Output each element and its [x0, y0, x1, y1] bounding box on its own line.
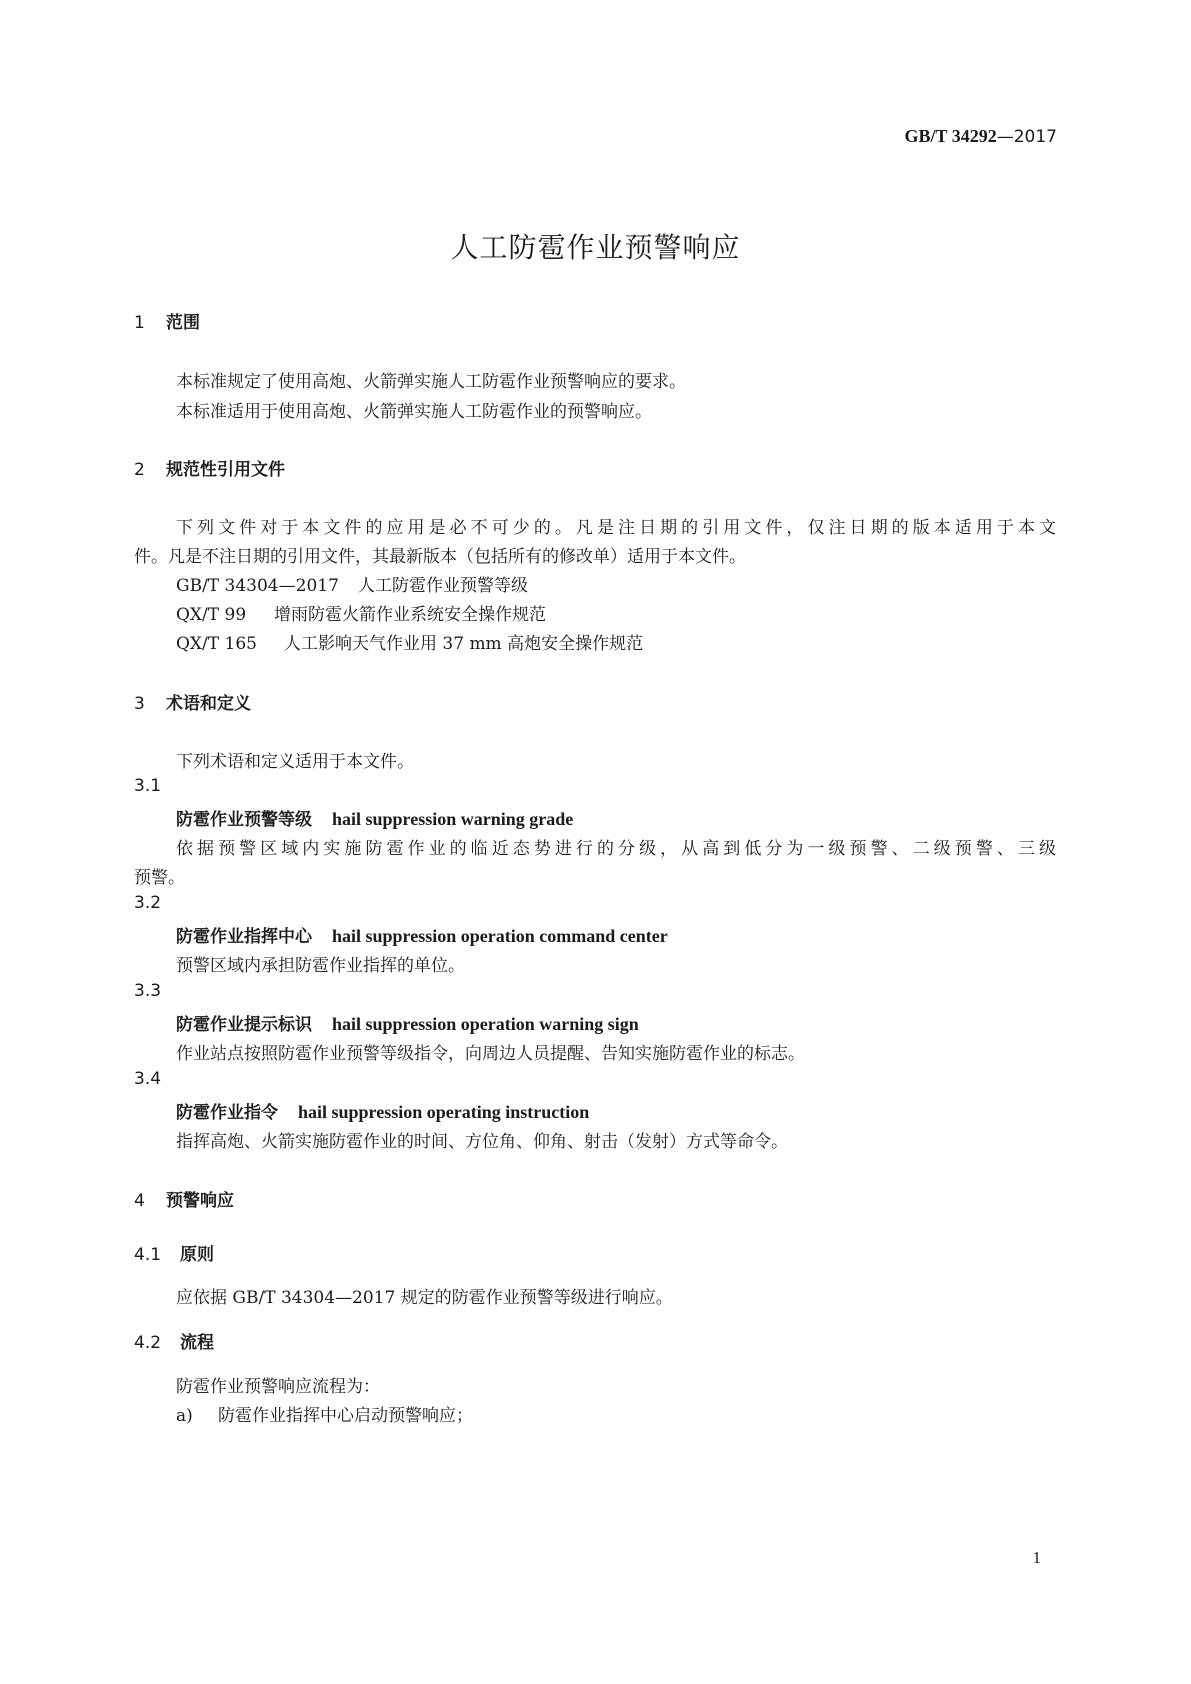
section-4-1-heading	[134, 1240, 214, 1265]
section-number: 3	[134, 694, 145, 714]
section-title: 预警响应	[166, 1191, 234, 1211]
term-name-en: hail suppression warning grade	[332, 809, 574, 829]
section-1-heading	[134, 308, 200, 333]
principle-text: 应依据 GB/T 34304—2017 规定的防雹作业预警等级进行响应。	[176, 1288, 673, 1308]
term-name-zh: 防雹作业提示标识	[176, 1015, 312, 1035]
section-title: 术语和定义	[166, 694, 251, 714]
reference-code: QX/T 99	[176, 605, 247, 625]
section-title: 原则	[180, 1245, 214, 1265]
term-heading	[176, 805, 573, 830]
term-heading	[176, 1010, 639, 1035]
reference-title: 人工影响天气作业用 37 mm 高炮安全操作规范	[284, 634, 644, 654]
section-title: 流程	[180, 1333, 214, 1353]
section-number: 2	[134, 460, 145, 480]
section-number: 4.1	[134, 1245, 162, 1265]
term-definition: 指挥高炮、火箭实施防雹作业的时间、方位角、仰角、射击（发射）方式等命令。	[176, 1132, 788, 1152]
term-number: 3.1	[134, 776, 162, 796]
normative-intro-line-2: 件。凡是不注日期的引用文件，其最新版本（包括所有的修改单）适用于本文件。	[134, 547, 746, 567]
scope-paragraph-2: 本标准适用于使用高炮、火箭弹实施人工防雹作业的预警响应。	[176, 402, 652, 422]
term-definition: 预警区域内承担防雹作业指挥的单位。	[176, 956, 465, 976]
list-item	[176, 1401, 473, 1426]
term-name-zh: 防雹作业指挥中心	[176, 927, 312, 947]
term-definition: 作业站点按照防雹作业预警等级指令，向周边人员提醒、告知实施防雹作业的标志。	[176, 1044, 805, 1064]
page-number: 1	[1032, 1548, 1041, 1567]
term-heading	[176, 1098, 589, 1123]
terms-intro: 下列术语和定义适用于本文件。	[176, 752, 414, 772]
scope-paragraph-1: 本标准规定了使用高炮、火箭弹实施人工防雹作业预警响应的要求。	[176, 372, 686, 392]
section-4-2-heading	[134, 1328, 214, 1353]
reference-item	[176, 571, 528, 596]
reference-item	[176, 600, 546, 625]
reference-code: GB/T 34304—2017	[176, 576, 339, 596]
term-number: 3.2	[134, 893, 162, 913]
section-number: 4	[134, 1191, 145, 1211]
process-intro: 防雹作业预警响应流程为：	[176, 1377, 380, 1397]
term-name-zh: 防雹作业预警等级	[176, 810, 312, 830]
term-number: 3.4	[134, 1069, 162, 1089]
term-name-en: hail suppression operating instruction	[298, 1102, 590, 1122]
term-definition-line-2: 预警。	[134, 868, 185, 888]
reference-title: 增雨防雹火箭作业系统安全操作规范	[274, 605, 546, 625]
term-name-en: hail suppression operation warning sign	[332, 1014, 639, 1034]
section-3-heading	[134, 689, 251, 714]
section-title: 范围	[166, 313, 200, 333]
term-name-en: hail suppression operation command center	[332, 926, 668, 946]
page-title: 人工防雹作业预警响应	[450, 231, 741, 264]
reference-title: 人工防雹作业预警等级	[358, 576, 528, 596]
section-number: 1	[134, 313, 145, 333]
term-name-zh: 防雹作业指令	[176, 1103, 278, 1123]
list-item-label: a)	[176, 1406, 193, 1426]
term-definition-line-1: 依据预警区域内实施防雹作业的临近态势进行的分级，从高到低分为一级预警、二级预警、三级	[176, 839, 1056, 859]
section-number: 4.2	[134, 1333, 162, 1353]
term-number: 3.3	[134, 981, 162, 1001]
reference-item	[176, 629, 643, 654]
normative-intro-line-1: 下列文件对于本文件的应用是必不可少的。凡是注日期的引用文件，仅注日期的版本适用于本文	[176, 518, 1056, 538]
list-item-text: 防雹作业指挥中心启动预警响应；	[218, 1406, 473, 1426]
section-4-heading	[134, 1186, 234, 1211]
section-2-heading	[134, 455, 285, 480]
term-heading	[176, 922, 668, 947]
reference-code: QX/T 165	[176, 634, 257, 654]
standard-code: GB/T 34292	[904, 126, 997, 146]
section-title: 规范性引用文件	[166, 460, 285, 480]
standard-number	[905, 126, 1057, 147]
standard-year: —2017	[996, 127, 1057, 147]
